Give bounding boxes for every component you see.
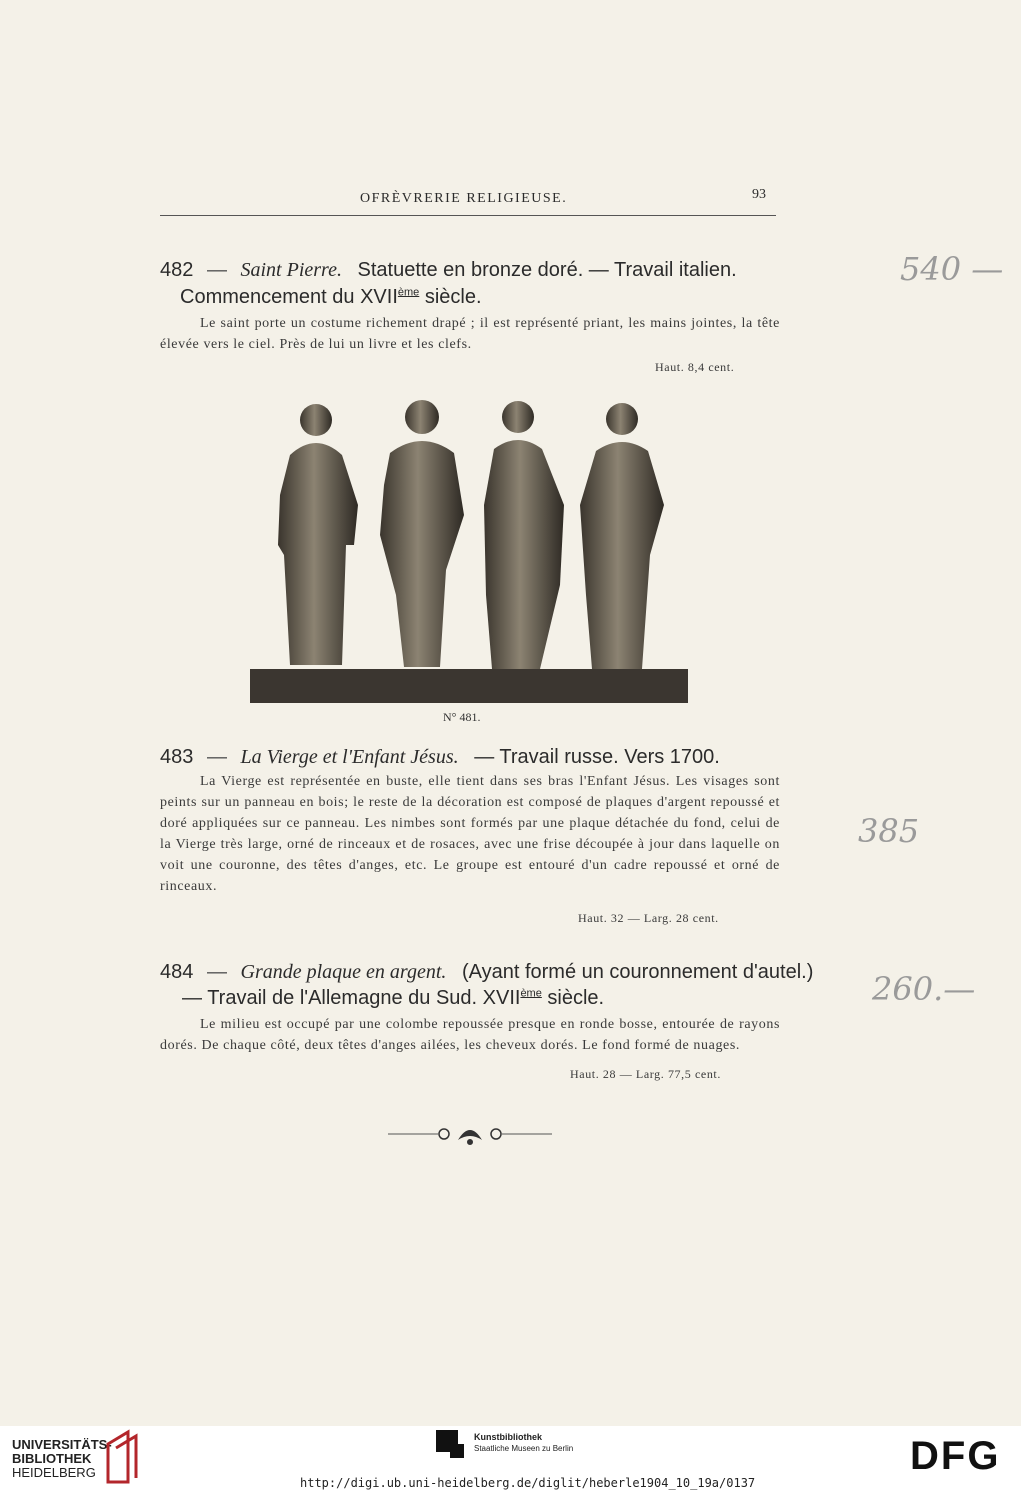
statue-2 <box>380 400 464 667</box>
entry-subtitle: (Ayant formé un couronnement d'autel.) <box>461 961 814 983</box>
entry-484-dimensions: Haut. 28 — Larg. 77,5 cent. <box>570 1067 721 1081</box>
dfg-logo: DFG <box>910 1434 1001 1478</box>
entry-title-italic: Grande plaque en argent. <box>240 961 447 983</box>
entry-482-line2 <box>180 286 482 309</box>
library-line-1: UNIVERSITÄTS- <box>12 1437 112 1452</box>
museum-line-2: Staatliche Museen zu Berlin <box>474 1444 574 1453</box>
figure-caption: N° 481. <box>443 710 481 724</box>
line2-text-end: siècle. <box>541 987 605 1009</box>
entry-484-description: Le milieu est occupé par une colombe repoussée presque en ronde bosse, entourée de rayons dorés. De chaque côté, deux têtes d'anges ailées, les cheveux dorés. Le fond formé de nuages. <box>160 1017 780 1053</box>
superscript: ème <box>520 987 542 1000</box>
entry-number: 483 <box>160 746 194 768</box>
entry-subtitle: — Travail russe. Vers 1700. <box>474 746 720 768</box>
statue-4 <box>580 403 664 669</box>
entry-number: 482 <box>160 259 194 281</box>
page-header <box>160 185 776 216</box>
heidelberg-logo-icon <box>104 1428 142 1486</box>
line2-text: — Travail de l'Allemagne du Sud. XVII <box>182 987 521 1009</box>
heidelberg-library-name <box>12 1438 112 1480</box>
entry-number: 484 <box>160 961 194 983</box>
entry-483-title <box>160 742 720 772</box>
statuette-base <box>250 669 688 703</box>
entry-483-dimensions: Haut. 32 — Larg. 28 cent. <box>578 911 719 925</box>
margin-note-price-483: 385 <box>858 812 920 850</box>
museum-line-1: Kunstbibliothek <box>474 1432 542 1442</box>
library-line-2: BIBLIOTHEK <box>12 1451 92 1466</box>
entry-484-line2 <box>182 987 604 1010</box>
entry-482-title <box>160 255 737 285</box>
line2-text-end: siècle. <box>419 286 482 308</box>
entry-dash: — <box>206 961 227 983</box>
museum-logo-icon <box>436 1430 466 1460</box>
entry-484-title <box>160 957 813 987</box>
source-url[interactable]: http://digi.ub.uni-heidelberg.de/diglit/heberle1904_10_19a/0137 <box>300 1476 756 1490</box>
line2-text: Commencement du XVII <box>180 286 398 308</box>
entry-482-description: Le saint porte un costume richement drapé ; il est représenté priant, les mains jointes, la tête élevée vers le ciel. Près de lui un livre et les clefs. <box>160 316 780 352</box>
margin-note-price-484: 260.— <box>872 970 976 1008</box>
margin-note-price-482: 540 — <box>900 250 1004 288</box>
statue-1 <box>278 404 358 665</box>
ornament-divider <box>388 1120 552 1150</box>
entry-483-description: La Vierge est représentée en buste, elle tient dans ses bras l'Enfant Jésus. Les visages sont peints sur un panneau en bois; le reste de la décoration est composé de plaques d'argent repoussé et doré appliquées sur ce panneau. Les nimbes sont formés par une plaque détachée du fond, celui de la Vierge très large, orné de rinceaux et de rosaces, avec une frise découpée à jour dans laquelle on voit une couronne, des têtes d'anges, etc. Le groupe est entouré d'un cadre repoussé et orné de rinceaux. <box>160 774 780 894</box>
statue-3 <box>484 401 564 669</box>
entry-dash: — <box>206 259 227 281</box>
page-number: 93 <box>752 187 766 202</box>
statuettes-photo <box>250 395 690 705</box>
entry-title-italic: La Vierge et l'Enfant Jésus. <box>240 746 459 768</box>
superscript: ème <box>397 286 420 299</box>
library-line-3: HEIDELBERG <box>12 1465 96 1480</box>
entry-dash: — <box>206 746 227 768</box>
entry-482-dimensions: Haut. 8,4 cent. <box>655 360 735 374</box>
entry-title-italic: Saint Pierre. <box>240 259 342 281</box>
entry-subtitle: Statuette en bronze doré. — Travail italien. <box>357 259 737 281</box>
running-title: OFRÈVRERIE RELIGIEUSE. <box>360 191 568 206</box>
kunstbibliothek-text <box>474 1432 573 1454</box>
